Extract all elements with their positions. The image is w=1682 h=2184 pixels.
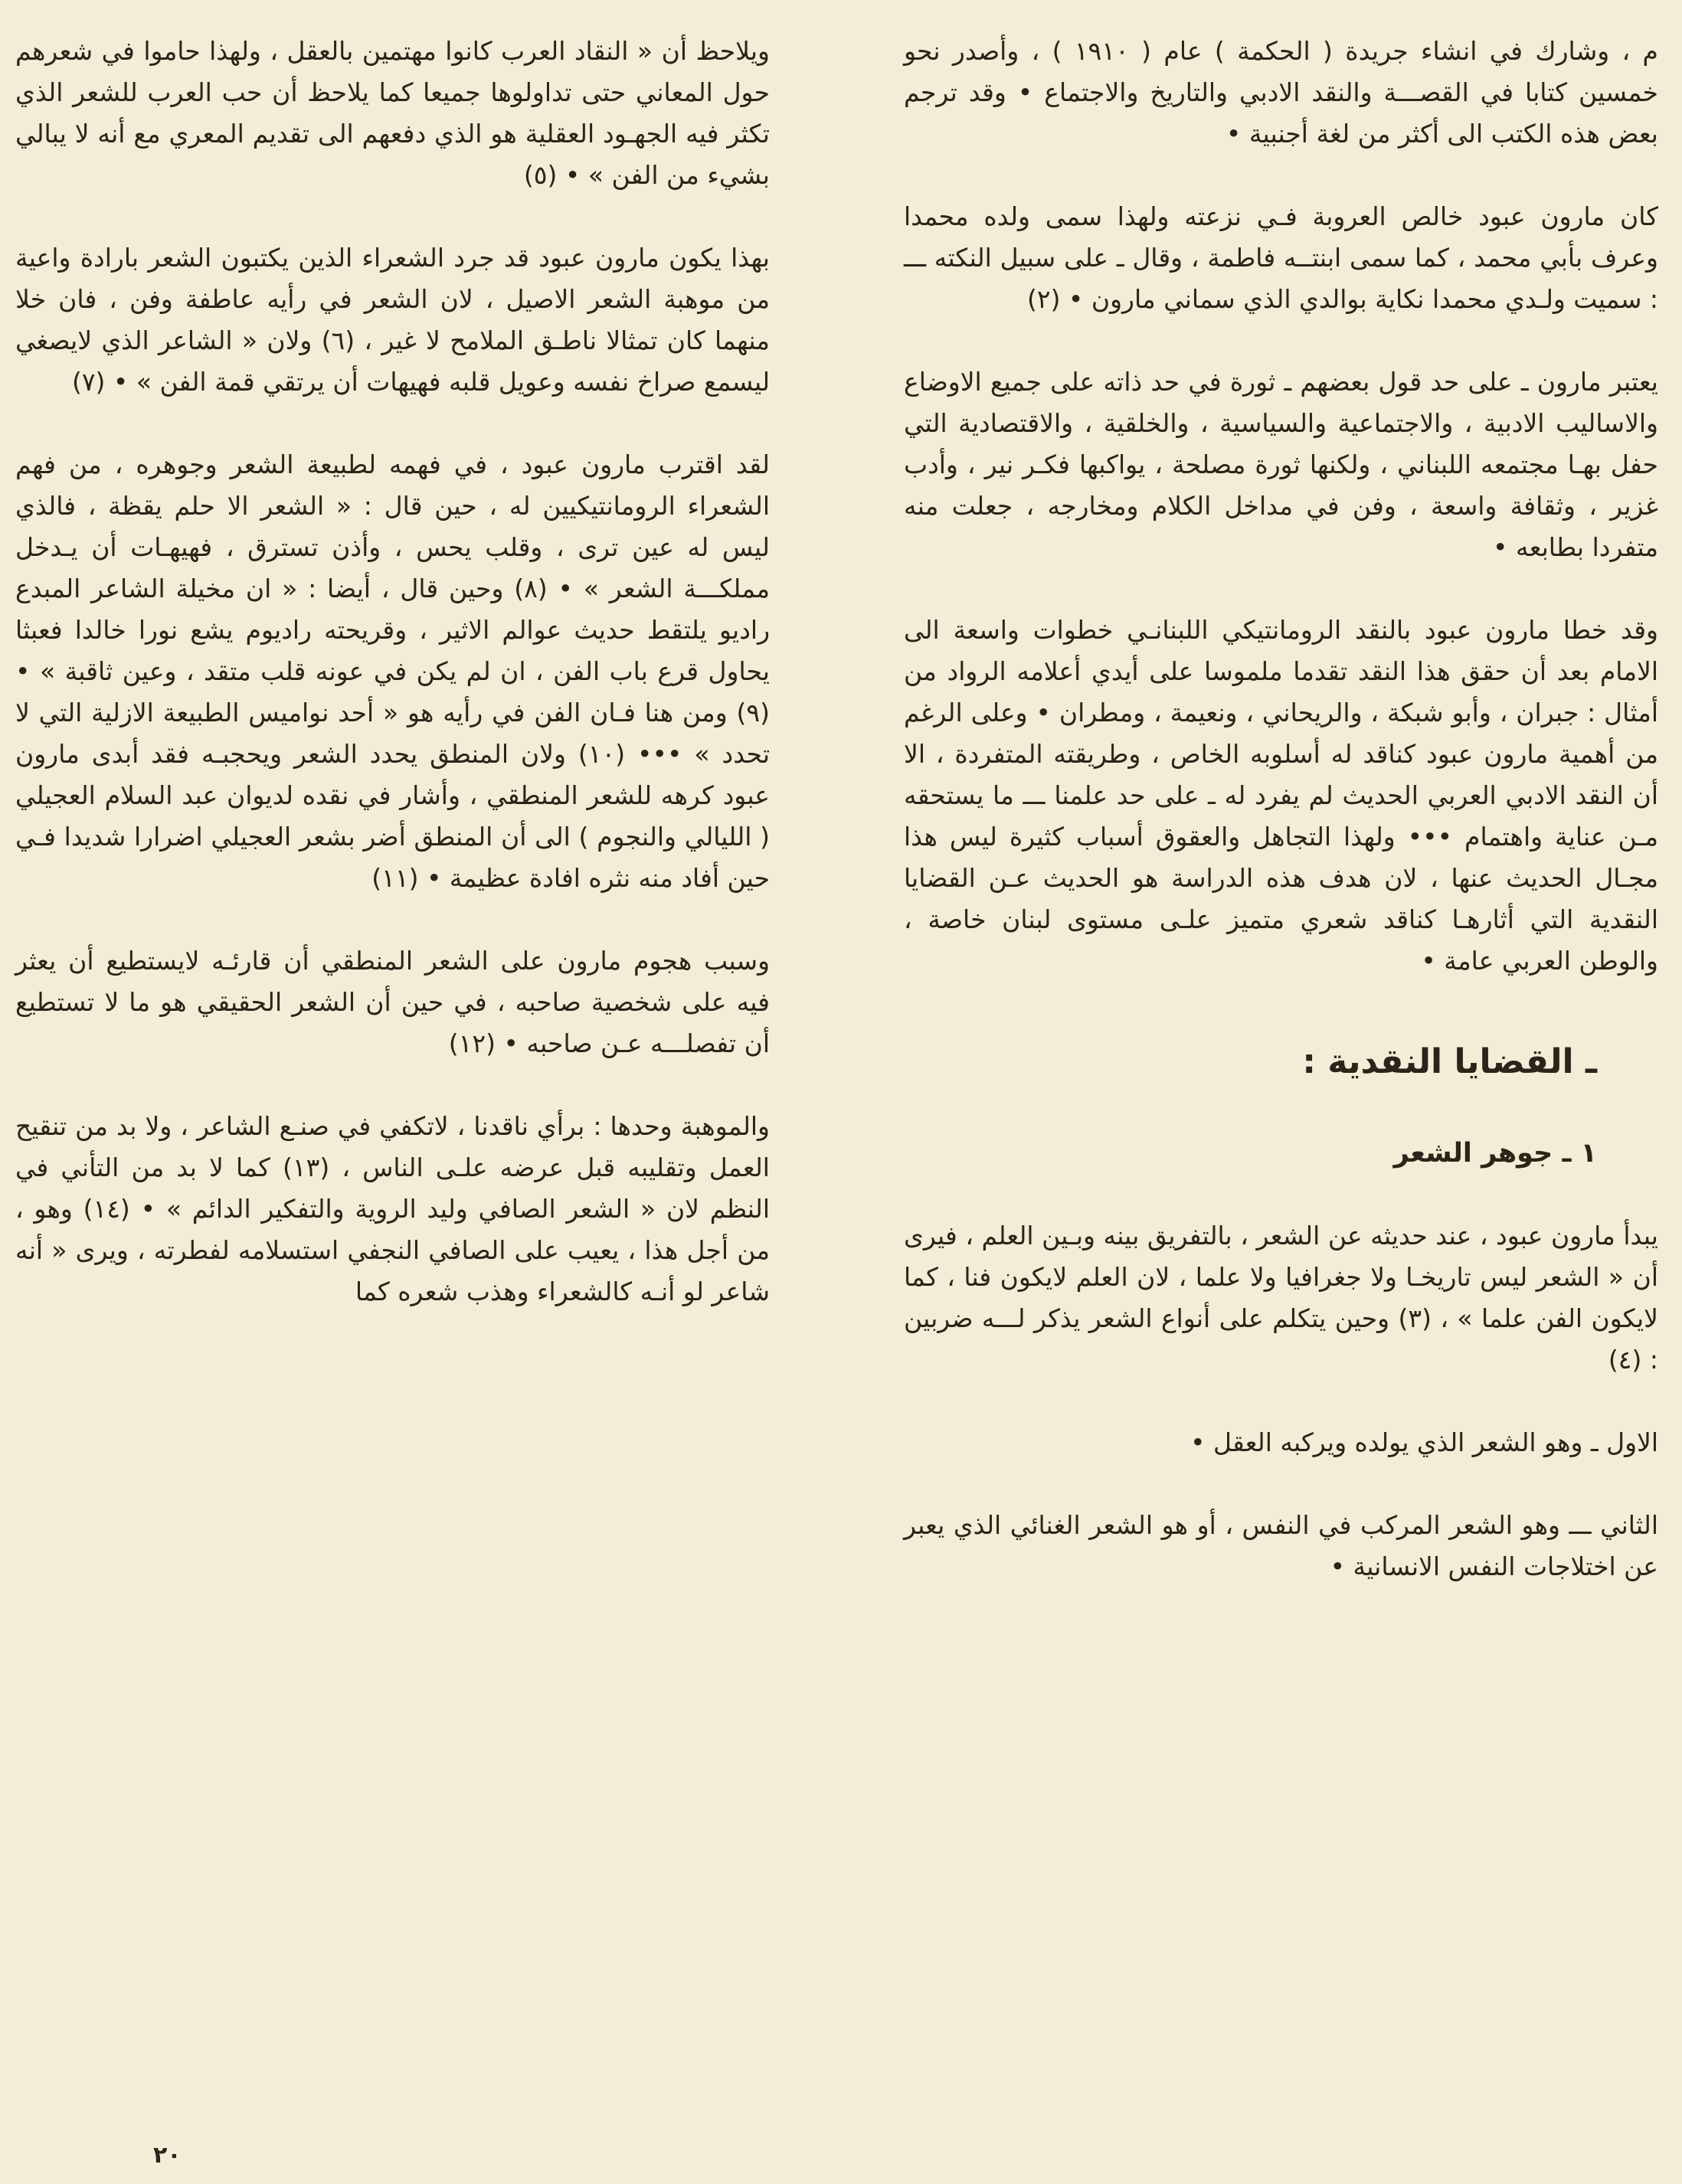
page-number: ٢٠: [153, 2142, 182, 2169]
paragraph: الثاني ـــ وهو الشعر المركب في النفس ، أو هو الشعر الغنائي الذي يعبر عن اختلاجات النفس الانسانية •: [904, 1510, 1658, 1581]
paragraph: الاول ـ وهو الشعر الذي يولده ويركبه العقل •: [1190, 1427, 1658, 1457]
paragraph: كان مارون عبود خالص العروبة فـي نزعته ولهذا سمى ولده محمدا وعرف بأبي محمد ، كما سمى ابنتــه فاطمة ، وقال ـ على سبيل النكته ـــ : سميت ولـدي محمدا نكاية بوالدي الذي سماني مارون • (٢): [904, 201, 1658, 314]
sub-heading: ١ ـ جوهر الشعر: [1393, 1138, 1597, 1169]
right-column: [904, 31, 1658, 1587]
paragraph: وقد خطا مارون عبود بالنقد الرومانتيكي اللبنانـي خطوات واسعة الى الامام بعد أن حقق هذا النقد تقدما ملموسا على أيدي أعلامه الرواد من أمثال : جبران ، وأبو شبكة ، والريحاني ، ونعيمة ، ومطران • وعلى الرغم من أهمية مارون عبود كناقد له أسلوبه الخاص ، وطريقته المتفردة ، الا أن النقد الادبي العربي الحديث لم يفرد له ـ على حد علمنا ـــ ما يستحقه مـن عناية واهتمام ••• ولهذا التجاهل والعقوق أسباب كثيرة ليس هذا مجـال الحديث عنها ، لان هدف هذه الدراسة هو الحديث عـن القضايا النقدية التي أثارهـا كناقد شعري متميز علـى مستوى لبنان خاصة ، والوطن العربي عامة •: [904, 615, 1658, 976]
paragraph: يعتبر مارون ـ على حد قول بعضهم ـ ثورة في حد ذاته على جميع الاوضاع والاساليب الادبية ، والاجتماعية والسياسية ، والخلقية ، والاقتصادية التي حفل بهـا مجتمعه اللبناني ، ولكنها ثورة مصلحة ، يواكبها فكـر نير ، وأدب غزير ، وثقافة واسعة ، وفن في مداخل الكلام ومخارجه ، جعلت منه متفردا بطابعه •: [904, 367, 1658, 562]
left-column: [15, 31, 770, 1313]
paragraph: يبدأ مارون عبود ، عند حديثه عن الشعر ، بالتفريق بينه وبـين العلم ، فيرى أن « الشعر ليس تاريخـا ولا جغرافيا ولا علما ، لان العلم لايكون فنا ، كما لايكون الفن علما » ، (٣) وحين يتكلم على أنواع الشعر يذكر لـــه ضربين : (٤): [904, 1221, 1658, 1375]
paragraph: بهذا يكون مارون عبود قد جرد الشعراء الذين يكتبون الشعر بارادة واعية من موهبة الشعر الاصيل ، لان الشعر في رأيه عاطفة وفن ، فان خلا منهما كان تمثالا ناطـق الملامح لا غير ، (٦) ولان « الشاعر الذي لايصغي ليسمع صراخ نفسه وعويل قلبه فهيهات أن يرتقي قمة الفن » • (٧): [15, 243, 770, 397]
paragraph: والموهبة وحدها : برأي ناقدنا ، لاتكفي في صنـع الشاعر ، ولا بد من تنقيح العمل وتقليبه قبل عرضه علـى الناس ، (١٣) كما لا بد من التأني في النظم لان « الشعر الصافي وليد الروية والتفكير الدائم » • (١٤) وهو ، من أجل هذا ، يعيب على الصافي النجفي استسلامه لفطرته ، ويرى « أنه شاعر لو أنـه كالشعراء وهذب شعره كما: [15, 1111, 770, 1306]
section-heading: ـ القضايا النقدية :: [1302, 1042, 1597, 1081]
paragraph: لقد اقترب مارون عبود ، في فهمه لطبيعة الشعر وجوهره ، من فهم الشعراء الرومانتيكيين له ، حين قال : « الشعر الا حلم يقظة ، فالذي ليس له عين ترى ، وقلب يحس ، وأذن تسترق ، فهيهـات أن يـدخل مملكـــة الشعر » • (٨) وحين قال ، أيضا : « ان مخيلة الشاعر المبدع راديو يلتقط حديث عوالم الاثير ، وقريحته راديوم يشع نورا خالدا فعبثا يحاول قرع باب الفن ، ان لم يكن في عونه قلب متقد ، وعين ثاقبة » • (٩) ومن هنا فـان الفن في رأيه هو « أحد نواميس الطبيعة الازلية التي لا تحدد » ••• (١٠) ولان المنطق يحدد الشعر ويحجبـه فقد أبدى مارون عبود كرهه للشعر المنطقي ، وأشار في نقده لديوان عبد السلام العجيلي ( الليالي والنجوم ) الى أن المنطق أضر بشعر العجيلي اضرارا شديدا فـي حين أفاد منه نثره افادة عظيمة • (١١): [15, 450, 770, 893]
paragraph: ويلاحظ أن « النقاد العرب كانوا مهتمين بالعقل ، ولهذا حاموا في شعرهم حول المعاني حتى تداولوها جميعا كما يلاحظ أن حب العرب للشعر الذي تكثر فيه الجهـود العقلية هو الذي دفعهم الى تقديم المعري مع أنه لا يبالي بشيء من الفن » • (٥): [15, 36, 770, 190]
paragraph: وسبب هجوم مارون على الشعر المنطقي أن قارئـه لايستطيع أن يعثر فيه على شخصية صاحبه ، في حين أن الشعر الحقيقي هو ما لا تستطيع أن تفصلـــه عـن صاحبه • (١٢): [15, 946, 770, 1058]
paragraph: م ، وشارك في انشاء جريدة ( الحكمة ) عام ( ١٩١٠ ) ، وأصدر نحو خمسين كتابا في القصـــة والنقد الادبي والتاريخ والاجتماع • وقد ترجم بعض هذه الكتب الى أكثر من لغة أجنبية •: [904, 36, 1658, 149]
